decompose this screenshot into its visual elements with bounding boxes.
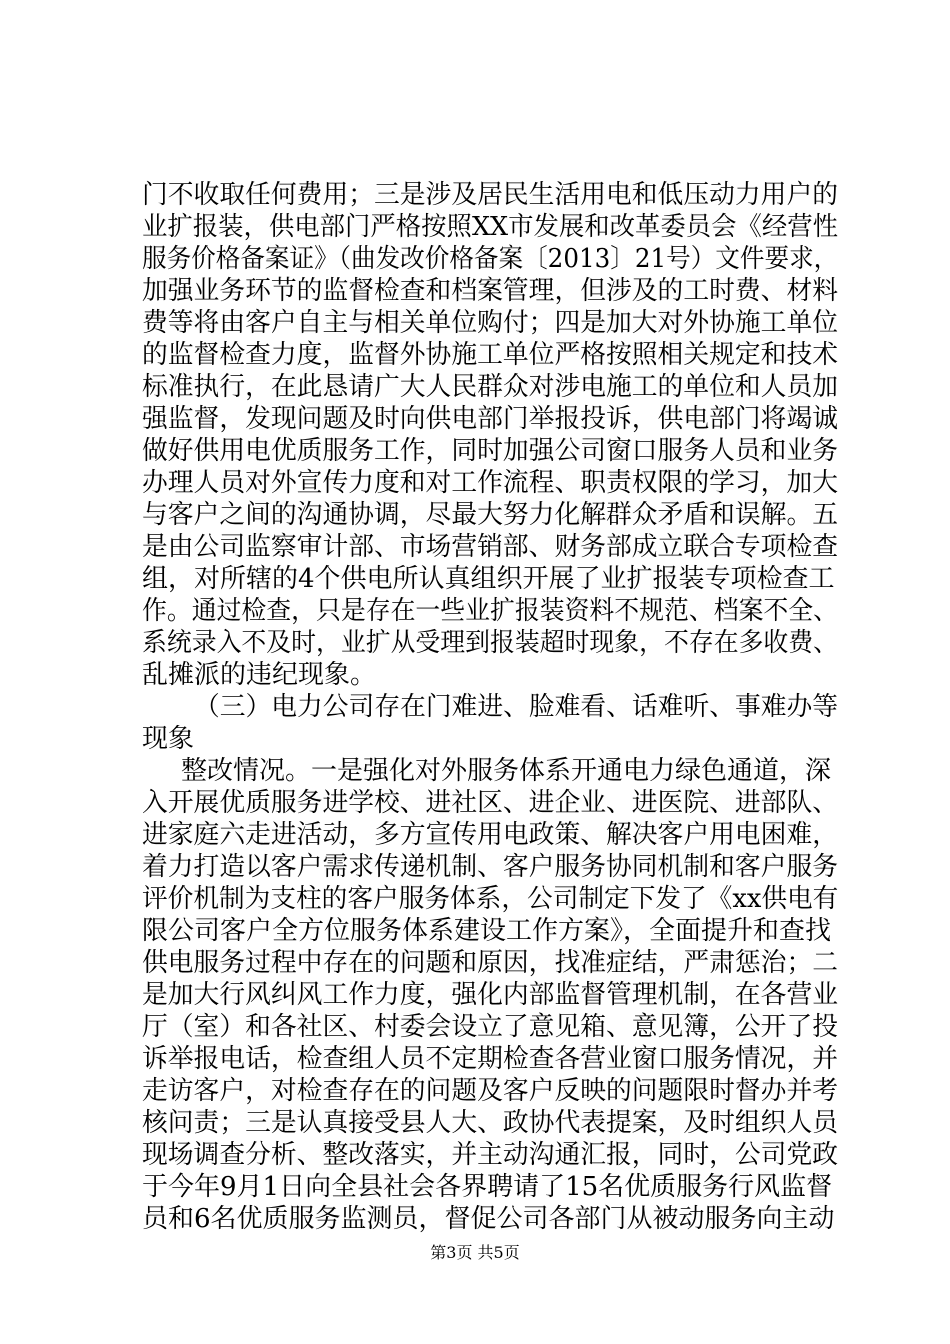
page-number-footer: 第3页 共5页: [430, 1243, 520, 1262]
body-text-line: 厅（室）和各社区、村委会设立了意见箱、意见簿，公开了投: [142, 1012, 839, 1042]
body-text-line: 供电服务过程中存在的问题和原因，找准症结，严肃惩治；二: [142, 948, 839, 978]
body-text-line: 作。通过检查，只是存在一些业扩报装资料不规范、档案不全、: [142, 596, 839, 626]
body-text-line: 做好供用电优质服务工作，同时加强公司窗口服务人员和业务: [142, 436, 839, 466]
body-text-line: 乱摊派的违纪现象。: [142, 660, 377, 690]
body-text-line: 办理人员对外宣传力度和对工作流程、职责权限的学习，加大: [142, 468, 839, 498]
body-text-line: 走访客户，对检查存在的问题及客户反映的问题限时督办并考: [142, 1076, 839, 1106]
body-text-line: 限公司客户全方位服务体系建设工作方案》，全面提升和查找: [142, 916, 832, 946]
body-text-line: 强监督，发现问题及时向供电部门举报投诉，供电部门将竭诚: [142, 404, 839, 434]
body-text-line: 诉举报电话，检查组人员不定期检查各营业窗口服务情况，并: [142, 1044, 839, 1074]
body-text-line: 着力打造以客户需求传递机制、客户服务协同机制和客户服务: [142, 852, 839, 882]
body-text-line: 标准执行，在此恳请广大人民群众对涉电施工的单位和人员加: [142, 372, 839, 402]
body-text-line: 与客户之间的沟通协调，尽最大努力化解群众矛盾和误解。五: [142, 500, 839, 530]
body-text-line: 服务价格备案证》（曲发改价格备案〔2013〕21号）文件要求，: [142, 244, 839, 274]
body-text-line: 系统录入不及时，业扩从受理到报装超时现象，不存在多收费、: [142, 628, 839, 658]
body-text-line: 进家庭六走进活动，多方宣传用电政策、解决客户用电困难，: [142, 820, 839, 850]
body-text-line: 费等将由客户自主与相关单位购付；四是加大对外协施工单位: [142, 308, 839, 338]
body-text-line: 加强业务环节的监督检查和档案管理，但涉及的工时费、材料: [142, 276, 839, 306]
body-text-line: 于今年9月1日向全县社会各界聘请了15名优质服务行风监督: [142, 1172, 833, 1202]
body-text-line: 评价机制为支柱的客户服务体系，公司制定下发了《xx供电有: [142, 884, 839, 914]
body-text-line: 是由公司监察审计部、市场营销部、财务部成立联合专项检查: [142, 532, 839, 562]
body-text-line: 入开展优质服务进学校、进社区、进企业、进医院、进部队、: [142, 788, 839, 818]
body-text-line: 是加大行风纠风工作力度，强化内部监督管理机制，在各营业: [142, 980, 839, 1010]
body-text-line: 现场调查分析、整改落实，并主动沟通汇报，同时，公司党政: [142, 1140, 839, 1170]
section-heading-line: （三）电力公司存在门难进、脸难看、话难听、事难办等: [194, 692, 839, 722]
body-text-line: 门不收取任何费用；三是涉及居民生活用电和低压动力用户的: [142, 180, 839, 210]
body-text-line: 核问责；三是认真接受县人大、政协代表提案，及时组织人员: [142, 1108, 839, 1138]
body-text-line: 组，对所辖的4个供电所认真组织开展了业扩报装专项检查工: [142, 564, 835, 594]
body-text-line: 业扩报装，供电部门严格按照XX市发展和改革委员会《经营性: [142, 212, 839, 242]
body-text-line: 员和6名优质服务监测员，督促公司各部门从被动服务向主动: [142, 1204, 835, 1234]
body-text-line: 整改情况。一是强化对外服务体系开通电力绿色通道，深: [181, 756, 832, 786]
body-text-line: 的监督检查力度，监督外协施工单位严格按照相关规定和技术: [142, 340, 839, 370]
section-heading-line: 现象: [142, 724, 195, 754]
